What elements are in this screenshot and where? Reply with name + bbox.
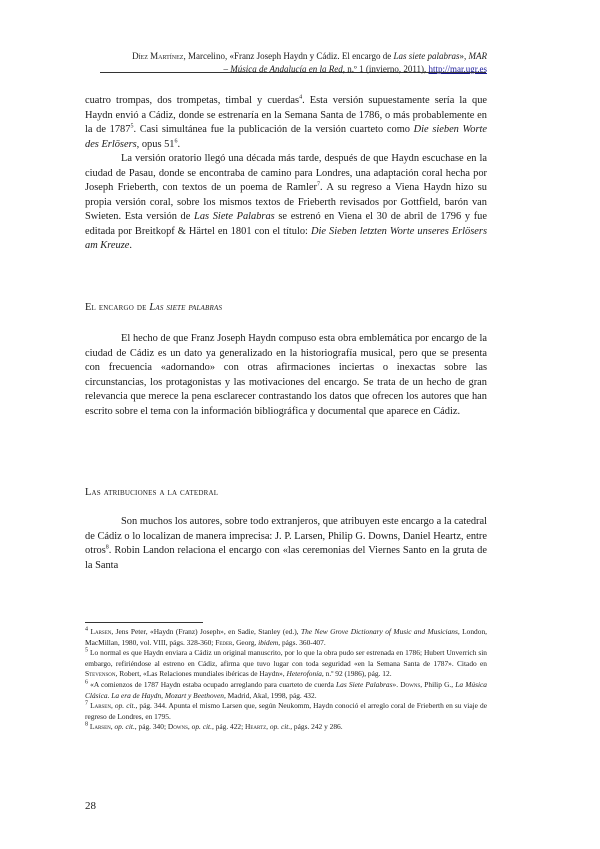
section-heading: El encargo de Las siete palabras <box>85 302 223 313</box>
footnote-rule <box>85 622 203 623</box>
footnote: $^7$ Larsen, op. cit., pág. 344. Apunta el mismo Larsen que, según Neukomm, Haydn conoció el arreglo coral de Frieberth en su viaje de regreso de Londres, en 1795. <box>85 700 487 721</box>
footnote-ref: 5 <box>130 123 134 130</box>
section-heading: Las atribuciones a la catedral <box>85 487 219 498</box>
footnote: $^8$ Larsen, op. cit., pág. 340; Downs, op. cit., pág. 422; Heartz, op. cit., págs. 242 y 286. <box>85 721 343 732</box>
header-rule <box>100 72 486 73</box>
footnote-ref: 6 <box>174 138 178 145</box>
footnote-ref: 7 <box>316 181 320 188</box>
footnote: $^5$ Lo normal es que Haydn enviara a Cádiz un original manuscrito, por lo que la obra pudo ser estrenada en 1786; Hubert Unverrich sin embargo, refiriéndose al estreno en Cádiz, afirma que tuvo lugar con toda seguridad «en la Semana Santa de 1787». Citado en Stevenson, Robert, «Las Relaciones mundiales ibéricas de Haydn», Heterofonía, n.º 92 (1986), pág. 12. <box>85 647 487 679</box>
header-url-link[interactable]: http://mar.ugr.es <box>428 64 487 74</box>
page-number: 28 <box>85 800 96 812</box>
footnote-ref: 8 <box>105 544 109 551</box>
footnotes <box>85 627 487 733</box>
header-issue: , n.º 1 (invierno, 2011), <box>342 64 429 74</box>
paragraph: El hecho de que Franz Joseph Haydn compuso esta obra emblemática por encargo de la ciudad de Cádiz es un dato ya generalizado en la historiografía musical, pero que se presenta con frecuencia «adornando» con otras afirmaciones inciertas o inexactas sobre las circunstancias, los protagonistas y las motivaciones del encargo. Se trata de un hecho de gran relevancia que merece la pena esclarecer contrastando los datos que ofrecen los autores que han escrito sobre el tema con la información bibliográfica y documental que aparece en Cádiz. <box>85 333 487 417</box>
body-section-2 <box>85 332 487 419</box>
footnote-ref: 4 <box>299 94 303 101</box>
paragraph: Son muchos los autores, sobre todo extranjeros, que atribuyen este encargo a la catedral de Cádiz o lo localizan de manera imprecisa: J. P. Larsen, Philip G. Downs, Daniel Heartz, entre otros$^8$. Robin Landon relaciona el encargo con «las ceremonias del Viernes Santo en la gruta de la Santa <box>85 516 487 571</box>
footnote: $^6$ «A comienzos de 1787 Haydn estaba ocupado arreglando para cuarteto de cuerda Las Siete Palabras». Downs, Philip G., La Música Clásica. La era de Haydn, Mozart y Beethoven, Madrid, Akal, 1998, pág. 432. <box>85 679 488 700</box>
header-text: Marcelino, «Franz Joseph Haydn y Cádiz. El encargo de <box>185 51 394 61</box>
body-section-3 <box>85 515 487 573</box>
footnote: $^4$ Larsen, Jens Peter, «Haydn (Franz) Joseph», en Sadie, Stanley (ed.), The New Grove Dictionary of Music and Musicians, London, MacMillan, 1980, vol. VIII, págs. 328-360; Feder, Georg, ibidem, págs. 360-407. <box>85 626 487 647</box>
header-journal-name: Música de Andalucía en la Red <box>230 64 343 74</box>
paragraph: cuatro trompas, dos trompetas, timbal y cuerdas$^4$. Esta versión supuestamente sería la que Haydn envió a Cádiz, donde se estrenaría en la Semana Santa de 1786, o más probablemente en la de 1787$^5$. Casi simultánea fue la publicación de la versión cuarteto como Die sieben Worte des Erlösers, opus $51^6$. <box>85 94 487 150</box>
running-header: Díez Martínez, Marcelino, «Franz Joseph Haydn y Cádiz. El encargo de Las siete palabras», MAR – Música de Andalucía en la Red, n.º 1 (invierno, 2011), http://mar.ugr.es <box>132 51 487 74</box>
header-journal-abbr: MAR <box>468 51 487 61</box>
paragraph: La versión oratorio llegó una década más tarde, después de que Haydn escuchase en la ciudad de Pasau, donde se encontraba de camino para Londres, una adaptación coral hecha por Joseph Frieberth, con textos de un poema de Ramler$^7$. A su regreso a Viena Haydn hizo su propia versión coral, sobre los mismos textos de Frieberth revisados por Gottfield, barón van Swieten. Esta versión de Las Siete Palabras se estrenó en Viena el 30 de abril de 1796 y fue editada por Breitkopf & Härtel en 1801 con el título: Die Sieben letzten Worte unseres Erlösers am Kreuze. <box>85 153 487 251</box>
header-author: Díez Martínez, <box>132 51 186 61</box>
header-work-title: Las siete palabras <box>393 51 460 61</box>
body-section-1 <box>85 94 487 254</box>
